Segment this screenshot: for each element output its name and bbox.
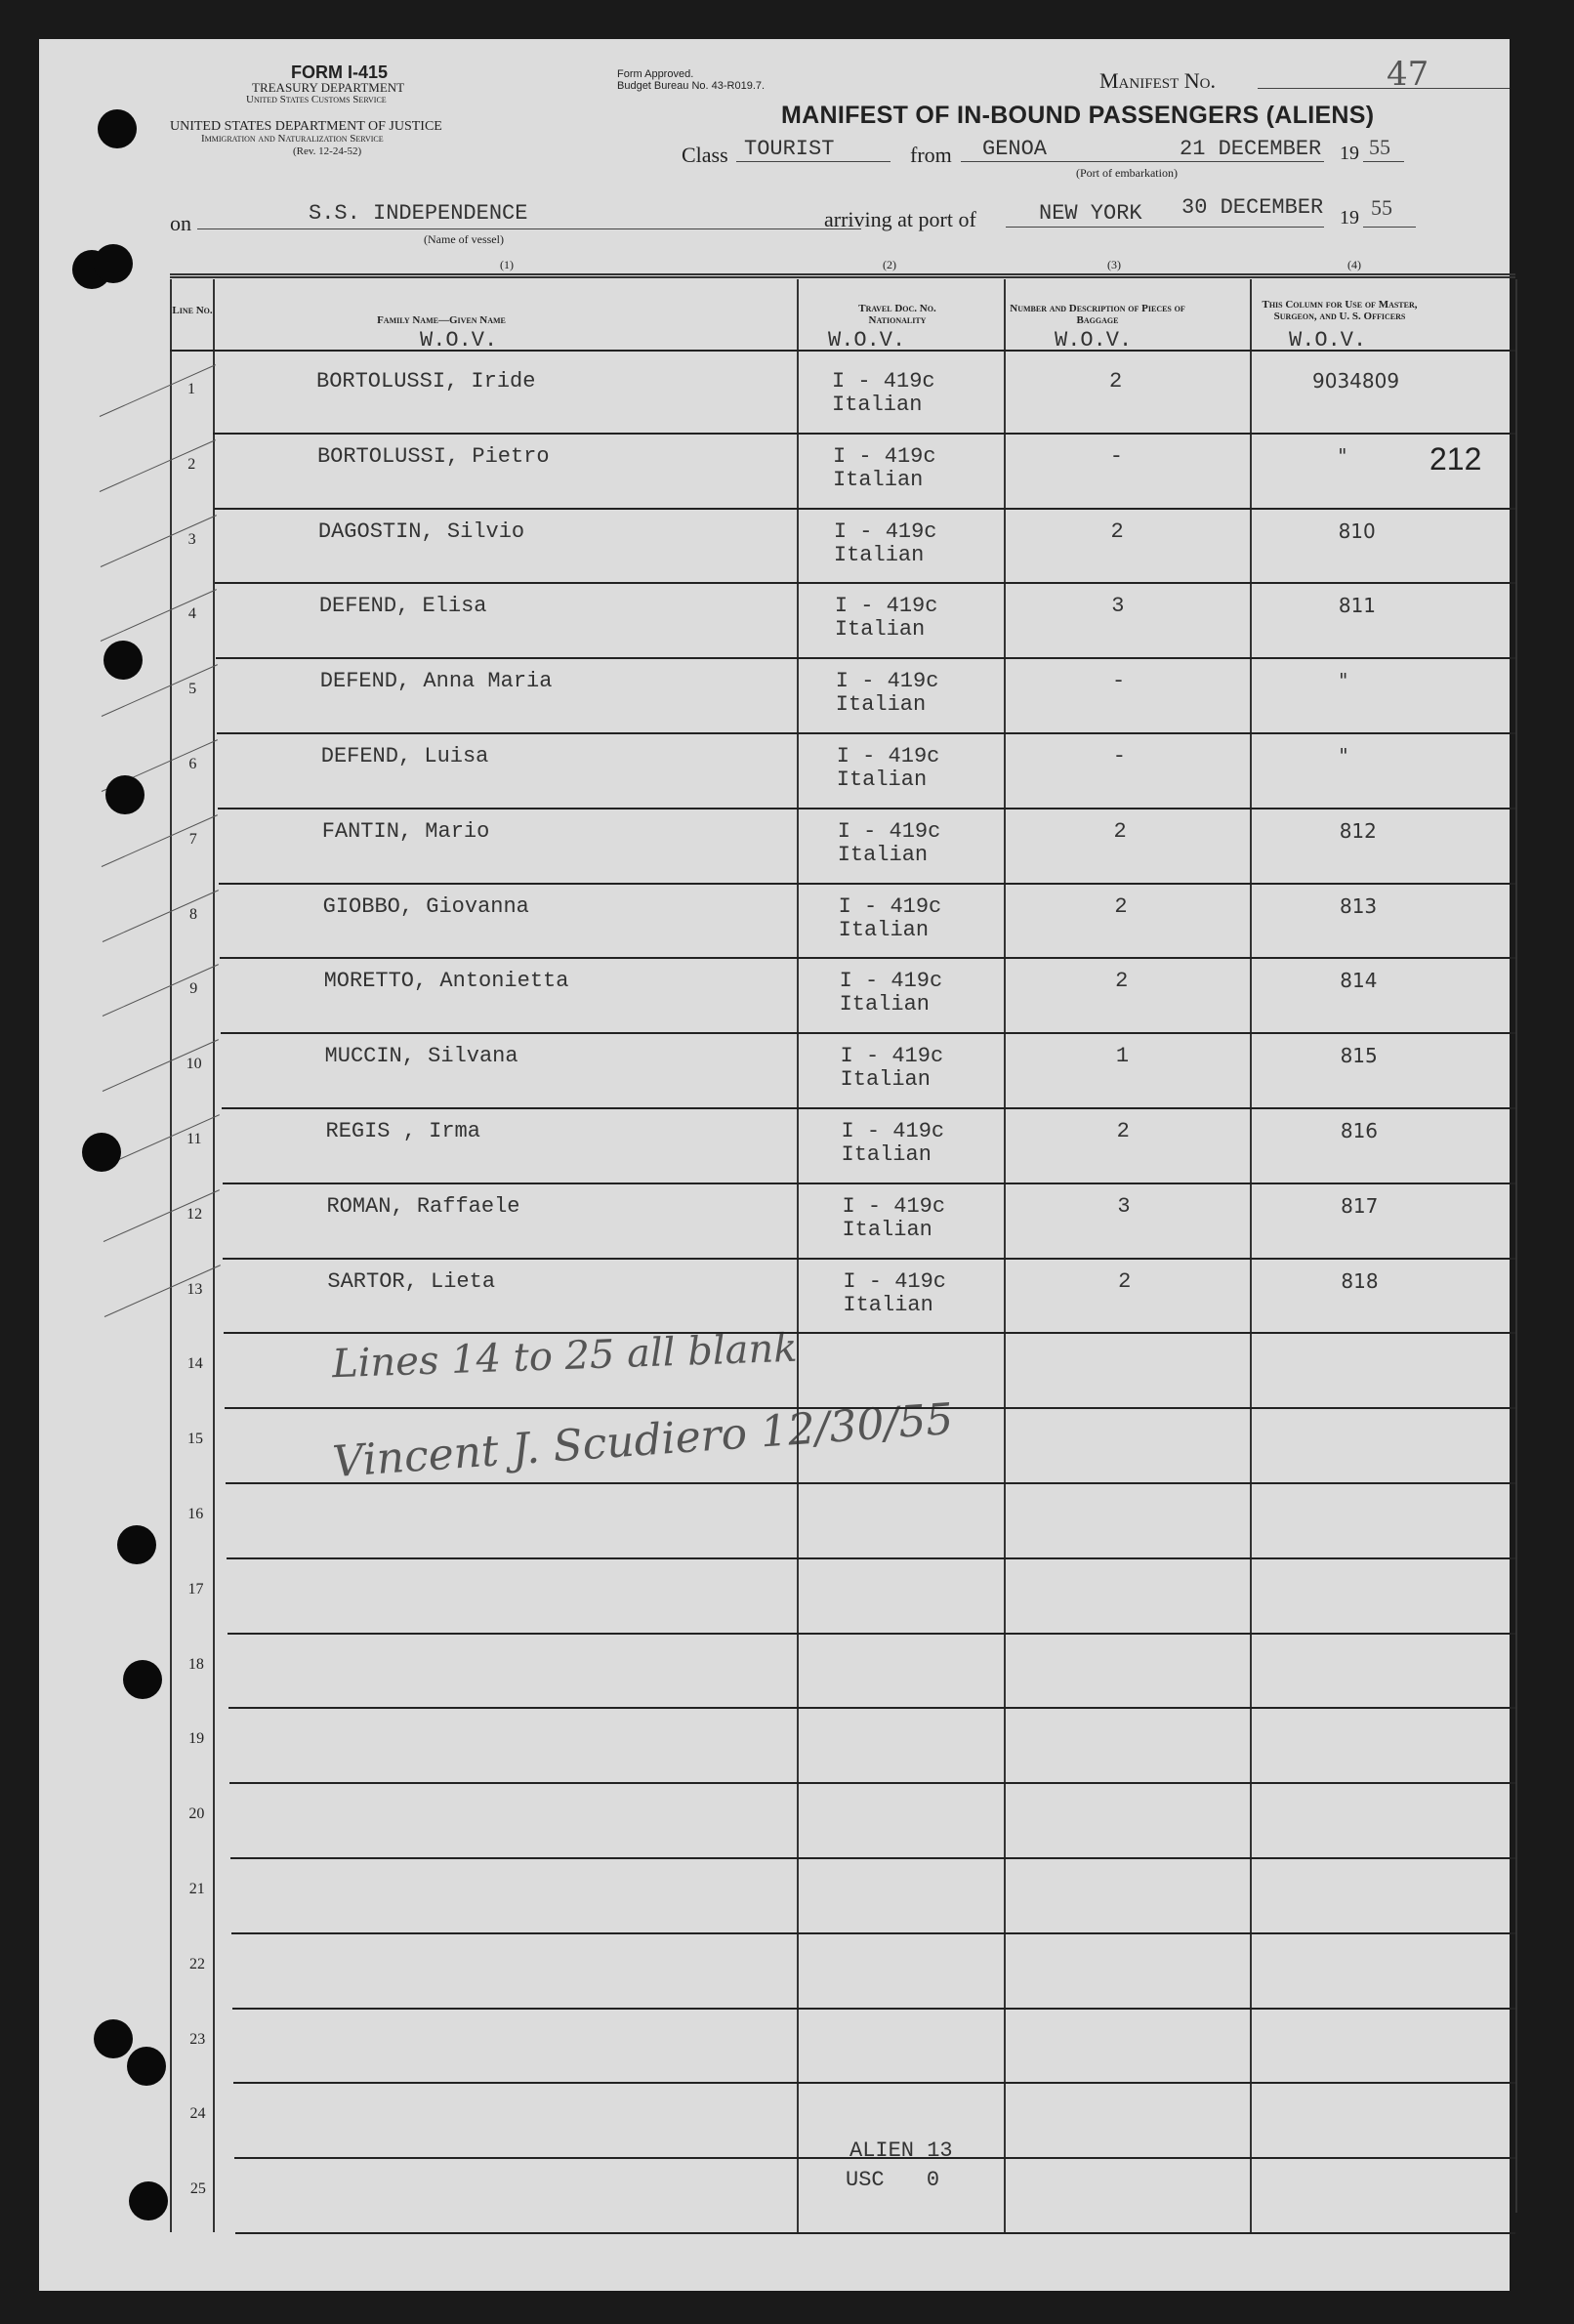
table-row <box>222 1107 1515 1109</box>
arrival-port: NEW YORK <box>1039 201 1142 226</box>
stamp-number: 212 <box>1429 441 1482 477</box>
table-row <box>234 2157 1515 2159</box>
nationality: Italian <box>837 842 929 867</box>
usc-total <box>846 2168 939 2192</box>
line-number: 24 <box>189 2105 206 2123</box>
line-number: 18 <box>187 1655 204 1673</box>
line-number: 22 <box>188 1955 205 1972</box>
officer-number: 811 <box>1338 594 1377 618</box>
table-row <box>221 1032 1515 1034</box>
col-num-2: (2) <box>883 258 896 271</box>
line-number: 7 <box>188 830 197 848</box>
table-row <box>233 2082 1515 2084</box>
baggage-count: 3 <box>1111 594 1125 619</box>
officer-number: 817 <box>1341 1193 1379 1218</box>
officer-number: 9034809 <box>1312 369 1400 393</box>
travel-doc: I - 419c <box>835 669 939 694</box>
baggage-count: 2 <box>1114 893 1128 919</box>
on-label: on <box>170 211 191 235</box>
table-row <box>228 1633 1515 1635</box>
nationality: Italian <box>832 467 924 492</box>
header-baggage: Number and Description of Pieces of Baggage <box>1010 303 1185 326</box>
nationality: Italian <box>842 1217 932 1242</box>
passenger-name: SARTOR, Lieta <box>327 1268 496 1294</box>
line-number: 3 <box>187 530 196 548</box>
officer-number: " <box>1338 443 1347 468</box>
travel-doc: I - 419c <box>843 1268 947 1294</box>
col-num-3: (3) <box>1107 258 1121 271</box>
punch-hole <box>94 244 133 283</box>
depart-year: 55 <box>1369 135 1390 159</box>
table-row <box>226 1482 1515 1484</box>
travel-doc: I - 419c <box>840 1044 944 1069</box>
alien-total <box>849 2138 953 2163</box>
depart-year-prefix: 19 <box>1340 143 1359 164</box>
alien-count: 13 <box>927 2138 953 2163</box>
table-right-border <box>1515 279 1517 2213</box>
nationality: Italian <box>840 1067 931 1093</box>
table-row <box>214 508 1515 510</box>
port-caption: (Port of embarkation) <box>1076 166 1178 180</box>
nationality: Italian <box>833 542 925 567</box>
arrival-year: 55 <box>1371 195 1392 220</box>
baggage-count: 1 <box>1115 1044 1130 1069</box>
line-number: 12 <box>186 1205 203 1223</box>
line-number: 19 <box>188 1730 205 1748</box>
table-row <box>227 1557 1515 1559</box>
col-num-1: (1) <box>500 258 514 271</box>
officer-number: 812 <box>1339 818 1377 843</box>
baggage-count: 2 <box>1115 969 1129 994</box>
nationality: Italian <box>838 917 930 942</box>
line-number: 5 <box>188 681 197 698</box>
travel-doc: I - 419c <box>833 519 937 544</box>
line-number: 8 <box>188 905 197 923</box>
header-name-wov: W.O.V. <box>420 328 498 353</box>
nationality: Italian <box>835 692 927 718</box>
table-row <box>224 1332 1515 1334</box>
col-num-4: (4) <box>1347 258 1361 271</box>
passenger-name: FANTIN, Mario <box>321 818 490 844</box>
usc-label: USC <box>846 2168 885 2192</box>
passenger-name: DAGOSTIN, Silvio <box>317 519 525 544</box>
line-number: 25 <box>189 2180 206 2198</box>
passenger-name: REGIS , Irma <box>325 1119 480 1143</box>
embarkation-port: GENOA <box>982 137 1048 161</box>
table-row <box>225 1407 1515 1409</box>
vessel-caption: (Name of vessel) <box>424 232 504 246</box>
table-row <box>218 808 1515 809</box>
passenger-name: GIOBBO, Giovanna <box>322 893 529 919</box>
manifest-sheet <box>39 39 1510 2291</box>
baggage-count: 2 <box>1110 519 1124 544</box>
arrival-date: 30 DECEMBER <box>1181 195 1324 220</box>
officer-number: 818 <box>1341 1268 1379 1293</box>
officer-number: " <box>1339 744 1348 768</box>
nationality: Italian <box>841 1142 932 1167</box>
line-number: 21 <box>188 1881 205 1897</box>
line-number: 10 <box>186 1056 202 1073</box>
table-row <box>220 957 1515 959</box>
column-divider <box>1250 279 1252 2232</box>
line-number: 16 <box>187 1506 204 1522</box>
line-number: 14 <box>186 1355 203 1373</box>
passenger-name: MUCCIN, Silvana <box>324 1044 518 1069</box>
punch-hole <box>127 2047 166 2086</box>
passenger-name: ROMAN, Raffaele <box>326 1193 520 1219</box>
header-baggage-wov: W.O.V. <box>1055 328 1133 353</box>
travel-doc: I - 419c <box>841 1119 945 1143</box>
column-divider <box>213 279 215 2232</box>
officer-number: 815 <box>1340 1044 1378 1068</box>
column-divider <box>1004 279 1006 2232</box>
baggage-count: 3 <box>1117 1193 1131 1219</box>
class-value: TOURIST <box>744 137 835 161</box>
baggage-count: - <box>1112 669 1126 694</box>
manifest-no-label: Manifest No. <box>1099 68 1216 93</box>
header-officers-wov: W.O.V. <box>1289 328 1367 353</box>
table-row <box>223 1183 1516 1184</box>
line-number: 11 <box>186 1131 202 1147</box>
table-row <box>232 2008 1515 2010</box>
alien-label: ALIEN <box>849 2138 915 2163</box>
header-officers: This Column for Use of Master, Surgeon, and U. S. Officers <box>1262 299 1418 322</box>
passenger-name: DEFEND, Luisa <box>320 744 489 768</box>
baggage-count: 2 <box>1116 1119 1130 1143</box>
nationality: Italian <box>836 768 928 792</box>
header-divider <box>170 350 1515 352</box>
punch-hole <box>123 1660 162 1699</box>
baggage-count: - <box>1109 443 1123 469</box>
column-divider <box>797 279 799 2232</box>
punch-hole <box>117 1525 156 1564</box>
header-name: Family Name—Given Name <box>377 314 506 326</box>
handwritten-signature: Vincent J. Scudiero 12/30/55 <box>330 1393 955 1488</box>
table-left-border <box>170 279 172 2232</box>
baggage-count: - <box>1112 744 1126 768</box>
passenger-name: DEFEND, Anna Maria <box>319 669 553 694</box>
travel-doc: I - 419c <box>834 594 938 619</box>
form-approved: Form Approved. <box>617 68 694 80</box>
line-number: 13 <box>186 1280 203 1298</box>
officer-number: " <box>1339 669 1348 693</box>
manifest-no-value: 47 <box>1387 55 1429 94</box>
punch-hole <box>129 2181 168 2220</box>
travel-doc: I - 419c <box>839 969 943 994</box>
punch-hole <box>94 2019 133 2058</box>
header-doc-wov: W.O.V. <box>828 328 906 353</box>
baggage-count: 2 <box>1109 369 1123 394</box>
officer-number: 810 <box>1338 519 1376 543</box>
class-label: Class <box>682 143 728 167</box>
line-number: 2 <box>187 455 196 473</box>
nationality: Italian <box>834 617 926 643</box>
passenger-name: BORTOLUSSI, Pietro <box>316 443 550 469</box>
from-label: from <box>910 143 952 167</box>
justice-department: UNITED STATES DEPARTMENT OF JUSTICE <box>170 119 442 134</box>
usc-count: 0 <box>926 2168 940 2192</box>
page-title: MANIFEST OF IN-BOUND PASSENGERS (ALIENS) <box>781 102 1375 129</box>
nationality: Italian <box>839 992 931 1017</box>
table-row <box>230 1857 1515 1859</box>
line-number: 15 <box>186 1431 203 1448</box>
table-row <box>228 1707 1515 1709</box>
punch-hole <box>82 1133 121 1172</box>
vessel-name: S.S. INDEPENDENCE <box>309 201 528 226</box>
passenger-name: DEFEND, Elisa <box>318 594 487 619</box>
punch-hole <box>104 641 143 680</box>
table-row <box>217 732 1515 734</box>
baggage-count: 2 <box>1113 818 1127 844</box>
header-doc: Travel Doc. No. Nationality <box>858 303 936 326</box>
travel-doc: I - 419c <box>838 893 942 919</box>
travel-doc: I - 419c <box>837 818 941 844</box>
officer-number: 813 <box>1339 893 1378 918</box>
line-number: 4 <box>187 605 196 623</box>
nationality: Italian <box>843 1292 933 1317</box>
arrival-year-prefix: 19 <box>1340 207 1359 228</box>
baggage-count: 2 <box>1118 1268 1132 1294</box>
passenger-name: BORTOLUSSI, Iride <box>316 369 536 394</box>
travel-doc: I - 419c <box>832 369 935 394</box>
nationality: Italian <box>832 393 923 417</box>
line-number: 6 <box>188 756 197 772</box>
handwritten-note: Lines 14 to 25 all blank <box>331 1325 799 1388</box>
table-row <box>223 1258 1515 1260</box>
header-line-no: Line No. <box>172 305 213 316</box>
line-number: 23 <box>189 2030 206 2048</box>
table-row <box>231 1932 1515 1934</box>
table-row <box>213 433 1515 435</box>
departure-date: 21 DECEMBER <box>1180 137 1322 161</box>
ins-service: Immigration and Naturalization Service <box>201 133 384 145</box>
table-row <box>216 657 1515 659</box>
line-number: 1 <box>187 381 195 397</box>
punch-hole <box>98 109 137 148</box>
arriving-label: arriving at port of <box>824 207 976 231</box>
table-row <box>235 2232 1515 2234</box>
table-row <box>215 582 1515 584</box>
officer-number: 814 <box>1340 969 1378 993</box>
treasury-department: TREASURY DEPARTMENT <box>252 80 405 95</box>
passenger-name: MORETTO, Antonietta <box>323 969 569 994</box>
officer-number: 816 <box>1340 1119 1379 1142</box>
travel-doc: I - 419c <box>832 443 936 469</box>
table-row <box>229 1782 1515 1784</box>
line-number: 17 <box>187 1580 204 1598</box>
budget-bureau: Budget Bureau No. 43-R019.7. <box>617 80 766 92</box>
travel-doc: I - 419c <box>836 744 940 768</box>
line-number: 9 <box>189 980 198 998</box>
revision-date: (Rev. 12-24-52) <box>293 145 362 157</box>
punch-hole <box>105 775 145 814</box>
form-number: FORM I-415 <box>291 62 389 82</box>
table-row <box>219 883 1515 885</box>
line-number: 20 <box>188 1805 205 1823</box>
travel-doc: I - 419c <box>842 1193 946 1219</box>
customs-service: United States Customs Service <box>246 94 387 105</box>
